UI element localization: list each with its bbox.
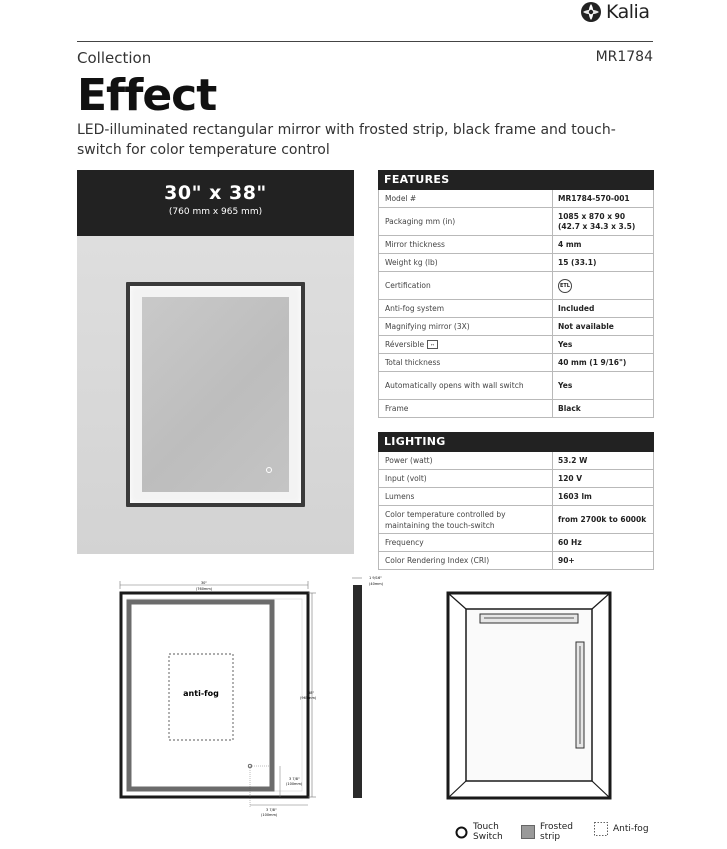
row-value: Included <box>558 303 595 313</box>
table-row <box>378 470 654 488</box>
etl-certification-icon: ETL <box>558 279 572 293</box>
lighting-table <box>378 432 654 570</box>
front-width-dim: 30" <box>200 581 208 585</box>
row-label: Packaging mm (in) <box>379 208 553 235</box>
row-value: MR1784-570-001 <box>558 193 630 203</box>
row-label: Lumens <box>379 488 553 505</box>
row-label: Mirror thickness <box>379 236 553 253</box>
row-value: 90+ <box>558 555 575 565</box>
row-value: Yes <box>558 339 573 349</box>
depth-dim-mm: (40mm) <box>369 582 384 586</box>
row-value: from 2700k to 6000k <box>558 514 647 524</box>
table-row <box>378 254 654 272</box>
row-label: Color Rendering Index (CRI) <box>379 552 553 569</box>
brand-logo <box>580 0 649 24</box>
row-value: 53.2 W <box>558 455 588 465</box>
product-description: LED-illuminated rectangular mirror with frosted strip, black frame and touch-switch for color temperature control <box>77 122 616 158</box>
row-label: Magnifying mirror (3X) <box>379 318 553 335</box>
features-heading: FEATURES <box>378 170 654 190</box>
depth-dim: 1 9/16" <box>369 576 382 580</box>
front-view-drawing <box>100 575 330 825</box>
row-value: 4 mm <box>558 239 582 249</box>
row-label: Weight kg (lb) <box>379 254 553 271</box>
touch-switch-icon <box>266 467 272 473</box>
row-value: Yes <box>558 380 573 390</box>
brand-name: Kalia <box>606 1 650 23</box>
legend-anti-fog <box>594 822 649 836</box>
row-label: Model # <box>379 190 553 207</box>
reversible-icon: ↔ <box>427 340 438 349</box>
antifog-label: anti-fog <box>183 689 219 698</box>
table-row <box>378 506 654 534</box>
switch-offset-v-dim-mm: (100mm) <box>286 782 303 786</box>
size-banner <box>77 170 354 236</box>
table-row <box>378 400 654 418</box>
side-view-drawing <box>340 575 390 805</box>
legend-frosted-strip <box>521 822 578 842</box>
table-row <box>378 488 654 506</box>
row-label: Frequency <box>379 534 553 551</box>
row-label <box>379 336 553 353</box>
table-row <box>378 190 654 208</box>
table-row <box>378 552 654 570</box>
switch-offset-h-dim-mm: (100mm) <box>261 813 278 817</box>
table-row <box>378 534 654 552</box>
table-row <box>378 372 654 400</box>
table-row <box>378 236 654 254</box>
switch-offset-v-dim: 3 7/8" <box>289 777 300 781</box>
legend-touch-switch <box>455 822 507 842</box>
row-label: Color temperature controlled by maintaining the touch-switch <box>379 506 553 533</box>
switch-offset-h-dim: 3 7/8" <box>266 808 277 812</box>
front-height-dim: 38" <box>308 691 315 695</box>
collection-label: Collection <box>77 49 152 67</box>
table-row <box>378 452 654 470</box>
row-label: Total thickness <box>379 354 553 371</box>
row-value: 40 mm (1 9/16") <box>558 357 627 367</box>
product-title: Effect <box>77 70 217 121</box>
legend-anti-fog-label: Anti-fog <box>613 824 649 834</box>
row-label: Input (volt) <box>379 470 553 487</box>
size-imperial: 30" x 38" <box>164 182 267 204</box>
mirror-glass <box>142 297 289 492</box>
table-row <box>378 208 654 236</box>
front-height-dim-mm: (965mm) <box>300 696 317 700</box>
row-label: Automatically opens with wall switch <box>379 372 553 399</box>
legend-touch-switch-label: Touch Switch <box>473 822 503 842</box>
row-label: Frame <box>379 400 553 417</box>
reversible-label: Réversible <box>385 340 425 349</box>
touch-switch-legend-icon <box>455 826 468 839</box>
features-table <box>378 170 654 418</box>
frosted-strip-legend-icon <box>521 825 535 839</box>
model-number: MR1784 <box>595 49 653 65</box>
table-row <box>378 300 654 318</box>
row-value: Black <box>558 403 581 413</box>
header-divider <box>77 41 653 42</box>
row-value <box>553 272 653 299</box>
front-width-dim-mm: (760mm) <box>195 587 213 591</box>
back-view-drawing <box>440 590 620 805</box>
table-row <box>378 354 654 372</box>
size-metric: (760 mm x 965 mm) <box>168 207 263 217</box>
row-value: 1603 lm <box>558 491 592 501</box>
row-label: Power (watt) <box>379 452 553 469</box>
kalia-flower-icon <box>580 1 602 23</box>
table-row <box>378 336 654 354</box>
row-value: 15 (33.1) <box>558 257 597 267</box>
row-value: 1085 x 870 x 90 (42.7 x 34.3 x 3.5) <box>558 211 636 231</box>
row-value: 120 V <box>558 473 583 483</box>
row-label: Certification <box>379 272 553 299</box>
lighting-heading: LIGHTING <box>378 432 654 452</box>
row-value: Not available <box>558 321 614 331</box>
table-row <box>378 272 654 300</box>
anti-fog-legend-icon <box>594 822 608 836</box>
legend-frosted-strip-label: Frosted strip <box>540 822 573 842</box>
table-row <box>378 318 654 336</box>
row-value: 60 Hz <box>558 537 582 547</box>
row-label: Anti-fog system <box>379 300 553 317</box>
